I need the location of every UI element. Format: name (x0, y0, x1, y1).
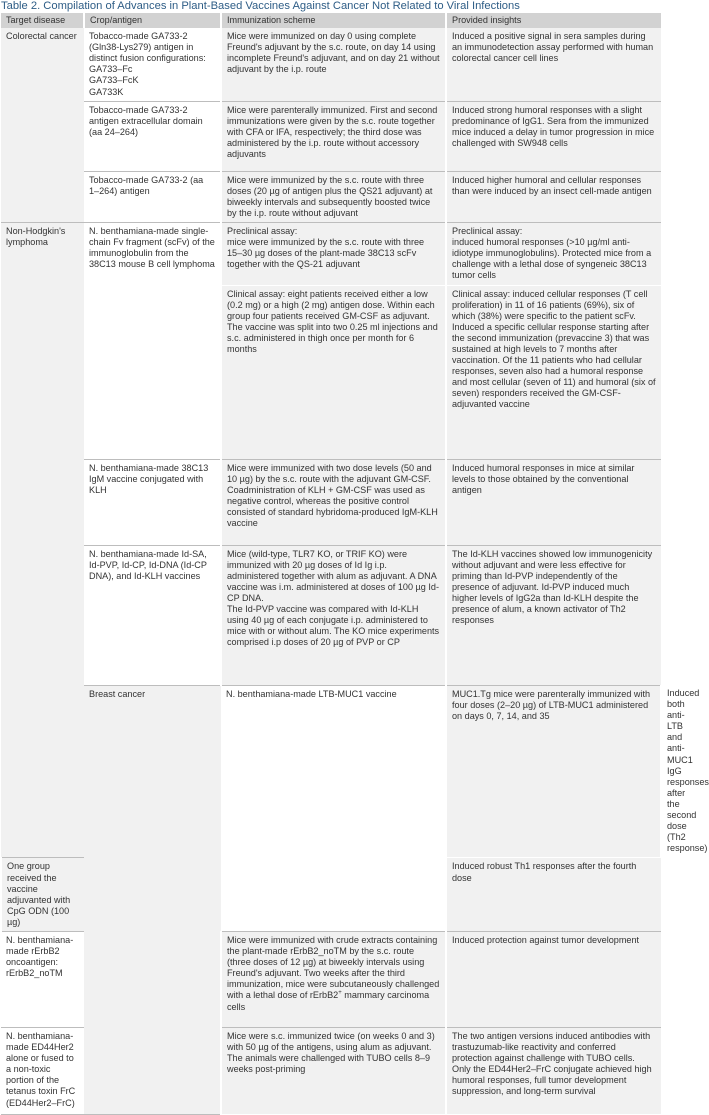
scheme-cell: Clinical assay: eight patients received either a low (0.2 mg) or a high (2 mg) antigen dose. Within each group four patients received GM-CSF as adjuvant. The vaccine was split into two 0.25 ml injections and s.c. administered in thigh once per month for 6 months (221, 285, 446, 459)
scheme-line: Mice (wild-type, TLR7 KO, or TRIF KO) were immunized with 20 µg doses of Id Ig i.p. administered together with alum as adjuvant. A DNA vaccine was i.m. administered at doses of 100 µg Id-CP DNA. (227, 548, 439, 603)
crop-cell: Tobacco-made GA733-2 antigen extracellular domain (aa 24–264) (84, 101, 221, 171)
insight-cell: Induced humoral responses in mice at similar levels to those obtained by the conventional antigen (446, 459, 661, 545)
insight-cell: Clinical assay: induced cellular responses (T cell proliferation) in 11 of 16 patients (69%), six of which (38%) were specific to the patient scFv. Induced a specific cellular response starting after the second immunization (prevaccine 3) that was sustained at high levels to 7 months after vaccination. Of the 11 patients who had cellular responses, seven also had a humoral response and most cellular (seven of 11) and humoral (six of seven) responders received the GM-CSF-adjuvanted vaccine (446, 285, 661, 459)
insight-cell (446, 223, 661, 285)
header-immunization-scheme: Immunization scheme (221, 13, 446, 28)
insight-cell: The Id-KLH vaccines showed low immunogenicity without adjuvant and were less effective for priming than Id-PVP independently of the presence of adjuvant. Id-PVP induced much higher levels of IgG2a than Id-KLH despite the presence of alum, a known activator of Th2 responses (446, 545, 661, 685)
crop-line: N. benthamiana-made rErbB2 oncoantigen: (6, 934, 74, 968)
crop-cell: N. benthamiana-made single-chain Fv fragment (scFv) of the immunoglobulin from the 38C13 mouse B cell lymphoma (84, 223, 221, 459)
crop-line: GA733–Fc (89, 64, 133, 75)
insight-cell: The two antigen versions induced antibodies with trastuzumab-like reactivity and conferred protection against challenge with TUBO cells. Only the ED44Her2–FrC conjugate achieved high humoral responses, full tumor development suppression, and long-term survival (446, 1027, 661, 1114)
scheme-text-end: mammary carcinoma cells (227, 990, 430, 1012)
crop-line: GA733K (89, 86, 124, 97)
scheme-cell (221, 931, 446, 1027)
insight-cell: Induced higher humoral and cellular responses than were induced by an insect cell-made antigen (446, 171, 661, 222)
scheme-cell (221, 545, 446, 685)
scheme-line: Preclinical assay: (227, 226, 298, 237)
header-row (1, 13, 661, 28)
scheme-cell (221, 223, 446, 285)
crop-cell (1, 931, 84, 1027)
insight-cell: Induced strong humoral responses with a slight predominance of IgG1. Sera from the immunized mice induced a delay in tumor progression in mice challenged with SW948 cells (446, 101, 661, 171)
crop-cell: N. benthamiana-made ED44Her2 alone or fused to a non-toxic portion of the tetanus toxin FrC (ED44Her2–FrC) (1, 1027, 84, 1114)
scheme-cell: Mice were immunized on day 0 using complete Freund's adjuvant by the s.c. route, on day 14 using incomplete Freund's adjuvant, and on day 21 without adjuvant by the i.p. route (221, 28, 446, 101)
disease-cell: Colorectal cancer (1, 28, 84, 222)
header-provided-insights: Provided insights (446, 13, 661, 28)
crop-cell: N. benthamiana-made Id-SA, Id-PVP, Id-CP, Id-DNA (Id-CP DNA), and Id-KLH vaccines (84, 545, 221, 685)
table-row: Breast cancer N. benthamiana-made LTB-MUC1 vaccine MUC1.Tg mice were parenterally immunized with four doses (2–20 µg) of LTB-MUC1 administered on days 0, 7, 14, and 35 Induced both anti-LTB and anti-MUC1 IgG responses after the second dose (Th2 response) (1, 685, 661, 858)
table-row (1, 171, 661, 222)
crop-cell: Tobacco-made GA733-2 (aa 1–264) antigen (84, 171, 221, 222)
scheme-cell: Mice were parenterally immunized. First and second immunizations were given by the s.c. route together with CFA or IFA, respectively; the third dose was administered by the i.p. route without accessory adjuvants (221, 101, 446, 171)
superscript-plus: + (338, 990, 342, 997)
crop-cell (84, 28, 221, 101)
scheme-cell: One group received the vaccine adjuvanted with CpG ODN (100 µg) (1, 858, 84, 932)
insight-cell: Induced a positive signal in sera samples during an immunodetection assay performed with human colorectal cancer cell lines (446, 28, 661, 101)
crop-line: rErbB2_noTM (6, 968, 63, 979)
table-row (1, 223, 661, 285)
vaccine-table (0, 13, 709, 1115)
crop-line: Tobacco-made GA733-2 (Gln38-Lys279) antigen in distinct fusion configurations: (89, 31, 206, 64)
crop-cell: N. benthamiana-made 38C13 IgM vaccine conjugated with KLH (84, 459, 221, 545)
crop-line: GA733–FcK (89, 75, 139, 86)
table-caption: Table 2. Compilation of Advances in Plant-Based Vaccines Against Cancer Not Related to Viral Infections (1, 0, 520, 12)
scheme-line: The Id-PVP vaccine was compared with Id-KLH using 40 µg of each conjugate i.p. administered to mice with or without alum. The KO mice experiments comprised i.p doses of 20 µg of PVP or CP (227, 603, 440, 648)
insight-line: Preclinical assay: (452, 226, 523, 237)
insight-line: induced humoral responses (>10 µg/ml anti-idiotype immunoglobulins). Protected mice from a challenge with a lethal dose of syngeneic 38C13 tumor cells (452, 237, 652, 281)
scheme-cell: MUC1.Tg mice were parenterally immunized with four doses (2–20 µg) of LTB-MUC1 administered on days 0, 7, 14, and 35 (446, 685, 661, 858)
scheme-cell: Mice were immunized by the s.c. route with three doses (20 µg of antigen plus the QS21 adjuvant) at biweekly intervals and subsequently boosted twice by the i.p. route without adjuvant (221, 171, 446, 222)
insight-cell: Induced robust Th1 responses after the fourth dose (446, 858, 661, 932)
scheme-cell: Mice were s.c. immunized twice (on weeks 0 and 3) with 50 µg of the antigens, using alum as adjuvant. The animals were challenged with TUBO cells 8–9 weeks post-priming (221, 1027, 446, 1114)
disease-cell: Breast cancer (84, 685, 221, 1114)
table-row (1, 101, 661, 171)
crop-cell: N. benthamiana-made LTB-MUC1 vaccine (221, 685, 446, 931)
insight-cell: Induced protection against tumor development (446, 931, 661, 1027)
scheme-cell: Mice were immunized with two dose levels (50 and 10 µg) by the s.c. route with the adjuvant GM-CSF. Coadministration of KLH + GM-CSF was used as negative control, whereas the positive control consisted of standard hybridoma-produced IgM-KLH vaccine (221, 459, 446, 545)
table-row (1, 545, 661, 685)
table-row (1, 28, 661, 101)
disease-cell: Non-Hodgkin's lymphoma (1, 223, 84, 858)
scheme-text: Mice were immunized with crude extracts containing the plant-made rErbB2_noTM by the s.c. route (three doses of 12 µg) at biweekly intervals using Freund's adjuvant. Two weeks after the third immunization, mice were subcutaneously challenged with a lethal dose of rErbB2 (227, 934, 440, 1001)
header-target-disease: Target disease (1, 13, 84, 28)
table-row (1, 459, 661, 545)
header-crop-antigen: Crop/antigen (84, 13, 221, 28)
scheme-line: mice were immunized by the s.c. route with three 15–30 µg doses of the plant-made 38C13 scFv together with the QS-21 adjuvant (227, 237, 425, 270)
